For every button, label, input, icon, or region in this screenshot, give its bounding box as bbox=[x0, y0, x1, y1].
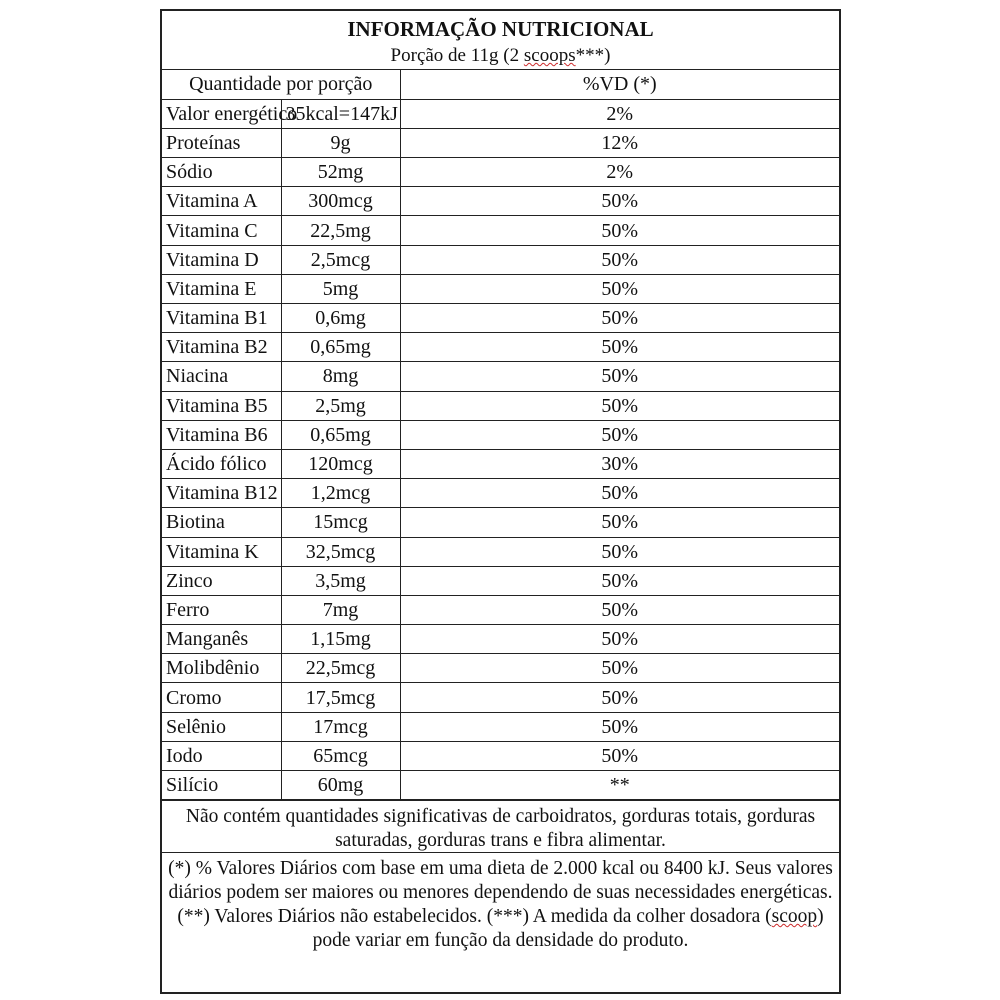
nutrient-dv: 50% bbox=[400, 333, 839, 362]
nutrition-table-body bbox=[162, 99, 839, 800]
nutrient-amount: 2,5mg bbox=[281, 391, 400, 420]
nutrient-name: Proteínas bbox=[162, 128, 281, 157]
table-row bbox=[162, 304, 839, 333]
table-row bbox=[162, 362, 839, 391]
title-block bbox=[162, 11, 839, 70]
table-row bbox=[162, 654, 839, 683]
nutrient-amount: 0,6mg bbox=[281, 304, 400, 333]
nutrient-amount: 22,5mcg bbox=[281, 654, 400, 683]
nutrient-amount: 32,5mcg bbox=[281, 537, 400, 566]
nutrient-name: Vitamina C bbox=[162, 216, 281, 245]
nutrient-name: Ferro bbox=[162, 595, 281, 624]
footnote-text-a: (*) % Valores Diários com base em uma dieta de 2.000 kcal ou 8400 kJ. Seus valores diários podem ser maiores ou menores dependendo de suas necessidades energéticas. (**) Valores Diários não estabelecidos. (***) A medida da colher dosadora ( bbox=[168, 858, 833, 928]
nutrient-name: Vitamina B6 bbox=[162, 420, 281, 449]
nutrient-dv: 50% bbox=[400, 537, 839, 566]
footnotes bbox=[162, 852, 839, 996]
header-dv: %VD (*) bbox=[400, 70, 839, 99]
nutrient-name: Vitamina D bbox=[162, 245, 281, 274]
table-row bbox=[162, 712, 839, 741]
nutrient-dv: 50% bbox=[400, 479, 839, 508]
table-row bbox=[162, 245, 839, 274]
nutrient-amount: 2,5mcg bbox=[281, 245, 400, 274]
nutrient-amount: 17,5mcg bbox=[281, 683, 400, 712]
nutrient-name: Ácido fólico bbox=[162, 449, 281, 478]
nutrient-dv: 50% bbox=[400, 274, 839, 303]
nutrient-amount: 5mg bbox=[281, 274, 400, 303]
nutrient-name: Iodo bbox=[162, 741, 281, 770]
serving-scoops-word: scoops bbox=[523, 45, 576, 66]
nutrient-dv: 50% bbox=[400, 741, 839, 770]
table-row bbox=[162, 508, 839, 537]
table-row bbox=[162, 333, 839, 362]
nutrient-dv: 50% bbox=[400, 391, 839, 420]
table-row bbox=[162, 187, 839, 216]
table-row bbox=[162, 420, 839, 449]
nutrient-amount: 1,15mg bbox=[281, 625, 400, 654]
nutrient-name: Sódio bbox=[162, 158, 281, 187]
nutrient-dv: 2% bbox=[400, 99, 839, 128]
nutrient-name: Vitamina B2 bbox=[162, 333, 281, 362]
table-row bbox=[162, 625, 839, 654]
nutrient-dv: 50% bbox=[400, 245, 839, 274]
nutrient-dv: 30% bbox=[400, 449, 839, 478]
nutrient-name: Vitamina E bbox=[162, 274, 281, 303]
nutrient-name: Cromo bbox=[162, 683, 281, 712]
nutrient-name: Vitamina B12 bbox=[162, 479, 281, 508]
serving-prefix: Porção de 11g (2 bbox=[390, 45, 524, 66]
nutrient-amount: 65mcg bbox=[281, 741, 400, 770]
table-row bbox=[162, 566, 839, 595]
table-header-row bbox=[162, 70, 839, 99]
nutrition-facts-panel bbox=[160, 9, 841, 994]
nutrient-dv: 50% bbox=[400, 304, 839, 333]
serving-size bbox=[162, 45, 839, 67]
nutrient-amount: 52mg bbox=[281, 158, 400, 187]
table-row bbox=[162, 158, 839, 187]
nutrient-amount: 0,65mg bbox=[281, 333, 400, 362]
nutrient-name: Niacina bbox=[162, 362, 281, 391]
nutrient-amount: 8mg bbox=[281, 362, 400, 391]
nutrient-dv: 50% bbox=[400, 216, 839, 245]
nutrient-name: Valor energético bbox=[162, 99, 281, 128]
table-row bbox=[162, 391, 839, 420]
nutrient-name: Vitamina K bbox=[162, 537, 281, 566]
nutrient-dv: 50% bbox=[400, 625, 839, 654]
nutrient-dv: 50% bbox=[400, 566, 839, 595]
nutrient-amount: 7mg bbox=[281, 595, 400, 624]
nutrient-name: Vitamina A bbox=[162, 187, 281, 216]
nutrient-amount: 17mcg bbox=[281, 712, 400, 741]
nutrient-amount: 15mcg bbox=[281, 508, 400, 537]
nutrient-dv: 50% bbox=[400, 508, 839, 537]
nutrient-dv: ** bbox=[400, 771, 839, 800]
nutrient-name: Vitamina B1 bbox=[162, 304, 281, 333]
nutrient-name: Molibdênio bbox=[162, 654, 281, 683]
nutrient-amount: 60mg bbox=[281, 771, 400, 800]
nutrient-dv: 50% bbox=[400, 595, 839, 624]
table-row bbox=[162, 595, 839, 624]
nutrient-amount: 35kcal=147kJ bbox=[281, 99, 400, 128]
nutrient-dv: 50% bbox=[400, 187, 839, 216]
nutrient-amount: 120mcg bbox=[281, 449, 400, 478]
nutrient-name: Manganês bbox=[162, 625, 281, 654]
nutrient-dv: 50% bbox=[400, 683, 839, 712]
nutrient-amount: 9g bbox=[281, 128, 400, 157]
table-row bbox=[162, 128, 839, 157]
table-row bbox=[162, 99, 839, 128]
not-significant-note: Não contém quantidades significativas de carboidratos, gorduras totais, gorduras saturadas, gorduras trans e fibra alimentar. bbox=[162, 800, 839, 852]
table-row bbox=[162, 274, 839, 303]
nutrient-name: Silício bbox=[162, 771, 281, 800]
nutrient-name: Vitamina B5 bbox=[162, 391, 281, 420]
nutrient-amount: 0,65mg bbox=[281, 420, 400, 449]
nutrient-dv: 2% bbox=[400, 158, 839, 187]
table-row bbox=[162, 683, 839, 712]
nutrient-amount: 3,5mg bbox=[281, 566, 400, 595]
nutrient-dv: 50% bbox=[400, 420, 839, 449]
nutrient-name: Biotina bbox=[162, 508, 281, 537]
nutrient-amount: 300mcg bbox=[281, 187, 400, 216]
serving-suffix: ***) bbox=[575, 45, 611, 66]
panel-title: INFORMAÇÃO NUTRICIONAL bbox=[347, 17, 654, 41]
footnote-text-b: ) pode variar em função da densidade do produto. bbox=[312, 906, 824, 952]
table-row bbox=[162, 771, 839, 800]
table-row bbox=[162, 741, 839, 770]
table-row bbox=[162, 537, 839, 566]
nutrient-dv: 50% bbox=[400, 654, 839, 683]
table-row bbox=[162, 479, 839, 508]
nutrient-dv: 50% bbox=[400, 362, 839, 391]
nutrient-name: Selênio bbox=[162, 712, 281, 741]
nutrient-name: Zinco bbox=[162, 566, 281, 595]
header-quantity: Quantidade por porção bbox=[162, 70, 400, 99]
nutrient-amount: 22,5mg bbox=[281, 216, 400, 245]
nutrient-amount: 1,2mcg bbox=[281, 479, 400, 508]
footnote-scoop-word: scoop bbox=[771, 906, 818, 928]
nutrition-table bbox=[162, 70, 839, 800]
nutrient-dv: 50% bbox=[400, 712, 839, 741]
table-row bbox=[162, 449, 839, 478]
table-row bbox=[162, 216, 839, 245]
nutrient-dv: 12% bbox=[400, 128, 839, 157]
